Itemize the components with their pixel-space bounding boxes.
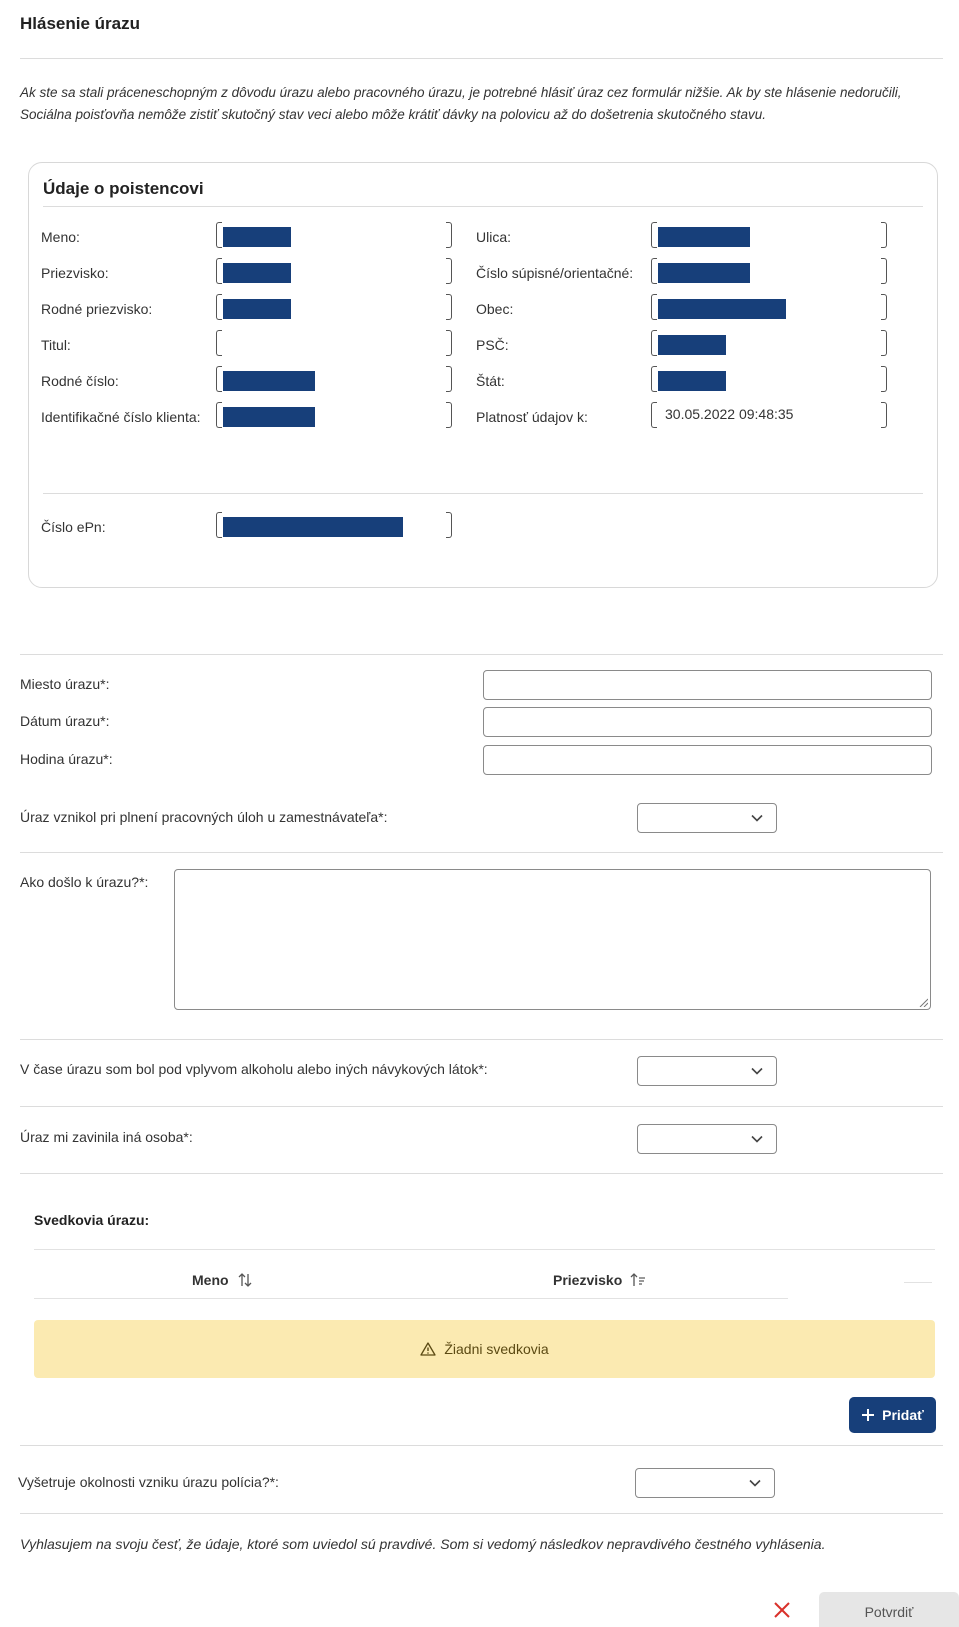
date-input[interactable] [483,707,932,737]
redacted-mask [223,407,315,427]
label-municipality: Obec: [476,301,514,317]
intro-text: Ak ste sa stali práceneschopným z dôvodu úrazu alebo pracovného úrazu, je potrebné hlásiť úraz cez formulár nižšie. Ak by ste hlásenie nedoručili, Sociálna poisťovňa nemôže zistiť skutočný stav veci alebo môže krátiť dávky na polovicu až do došetrenia skutočného stavu. [20,85,902,122]
witnesses-title: Svedkovia úrazu: [34,1212,150,1228]
insured-card [28,162,938,588]
redacted-mask [658,371,726,391]
value-house-number [651,258,887,284]
chevron-down-icon [750,811,764,825]
value-country [651,366,887,392]
declaration-text: Vyhlasujem na svoju česť, že údaje, ktoré som uviedol sú pravdivé. Som si vedomý následkov nepravdivého čestného vyhlásenia. [20,1536,826,1552]
sort-icon [237,1272,253,1288]
section-divider [20,852,943,853]
alcohol-select[interactable] [637,1056,777,1086]
value-valid-as-of [651,402,887,428]
label-postal-code: PSČ: [476,337,509,353]
section-divider [20,1513,943,1514]
how-label: Ako došlo k úrazu?*: [20,874,149,890]
section-divider [20,1106,943,1107]
empty-witnesses-text: Žiadni svedkovia [444,1341,549,1357]
label-valid-as-of: Platnosť údajov k: [476,409,588,425]
redacted-mask [658,299,786,319]
alcohol-label: V čase úrazu som bol pod vplyvom alkoholu alebo iných návykových látok*: [20,1061,488,1077]
value-birth-number [216,366,452,392]
date-label: Dátum úrazu*: [20,713,110,729]
redacted-mask [658,227,750,247]
police-label: Vyšetruje okolnosti vzniku úrazu polícia?*: [18,1474,279,1490]
column-header-label: Priezvisko [553,1272,623,1288]
value-postal-code [651,330,887,356]
insured-card-divider [43,206,923,207]
at-work-label: Úraz vznikol pri plnení pracovných úloh u zamestnávateľa*: [20,809,388,825]
page-title: Hlásenie úrazu [20,14,140,33]
police-select[interactable] [635,1468,775,1498]
place-input[interactable] [483,670,932,700]
how-textarea[interactable] [174,869,931,1010]
resize-grip-icon[interactable] [918,997,928,1007]
redacted-mask [658,335,726,355]
section-divider [20,1445,943,1446]
close-icon[interactable] [773,1601,791,1619]
redacted-mask [223,371,315,391]
label-surname: Priezvisko: [41,265,109,281]
at-work-select[interactable] [637,803,777,833]
label-birth-surname: Rodné priezvisko: [41,301,153,317]
other-person-select[interactable] [637,1124,777,1154]
insured-card-divider-2 [43,493,923,494]
time-input[interactable] [483,745,932,775]
place-label: Miesto úrazu*: [20,676,110,692]
warning-icon [420,1341,436,1357]
value-surname [216,258,452,284]
chevron-down-icon [750,1064,764,1078]
label-country: Štát: [476,373,505,389]
redacted-mask [223,263,291,283]
label-degree: Titul: [41,337,71,353]
witnesses-table-header-bottom [34,1298,788,1299]
add-witness-button[interactable] [849,1397,936,1433]
chevron-down-icon [748,1476,762,1490]
label-house-number: Číslo súpisné/orientačné: [476,265,634,281]
value-birth-surname [216,294,452,320]
redacted-mask [223,299,291,319]
chevron-down-icon [750,1132,764,1146]
time-label: Hodina úrazu*: [20,751,113,767]
column-header-label: Meno [192,1272,229,1288]
value-epn-number [216,512,452,538]
plus-icon [861,1408,875,1422]
section-divider [20,1039,943,1040]
section-divider [20,1173,943,1174]
label-birth-number: Rodné číslo: [41,373,119,389]
sort-ascending-icon [630,1272,646,1288]
valid-as-of-text: 30.05.2022 09:48:35 [665,406,794,422]
label-client-id: Identifikačné číslo klienta: [41,409,201,425]
confirm-button[interactable]: Potvrdiť [819,1592,959,1627]
redacted-mask [223,227,291,247]
witnesses-table-top [34,1249,935,1250]
other-person-label: Úraz mi zavinila iná osoba*: [20,1129,193,1145]
column-header-priezvisko[interactable] [553,1272,646,1288]
add-witness-label: Pridať [882,1407,924,1423]
value-street [651,222,887,248]
redacted-mask [223,517,403,537]
empty-witnesses-banner [34,1320,935,1378]
section-divider [20,654,943,655]
insured-card-title: Údaje o poistencovi [43,179,204,198]
witnesses-table-header-tail [904,1282,932,1283]
title-divider [20,58,943,59]
label-street: Ulica: [476,229,512,245]
label-first-name: Meno: [41,229,80,245]
column-header-meno[interactable] [192,1272,253,1288]
value-degree [216,330,452,356]
redacted-mask [658,263,750,283]
value-municipality [651,294,887,320]
value-first-name [216,222,452,248]
value-client-id [216,402,452,428]
label-epn-number: Číslo ePn: [41,519,106,535]
